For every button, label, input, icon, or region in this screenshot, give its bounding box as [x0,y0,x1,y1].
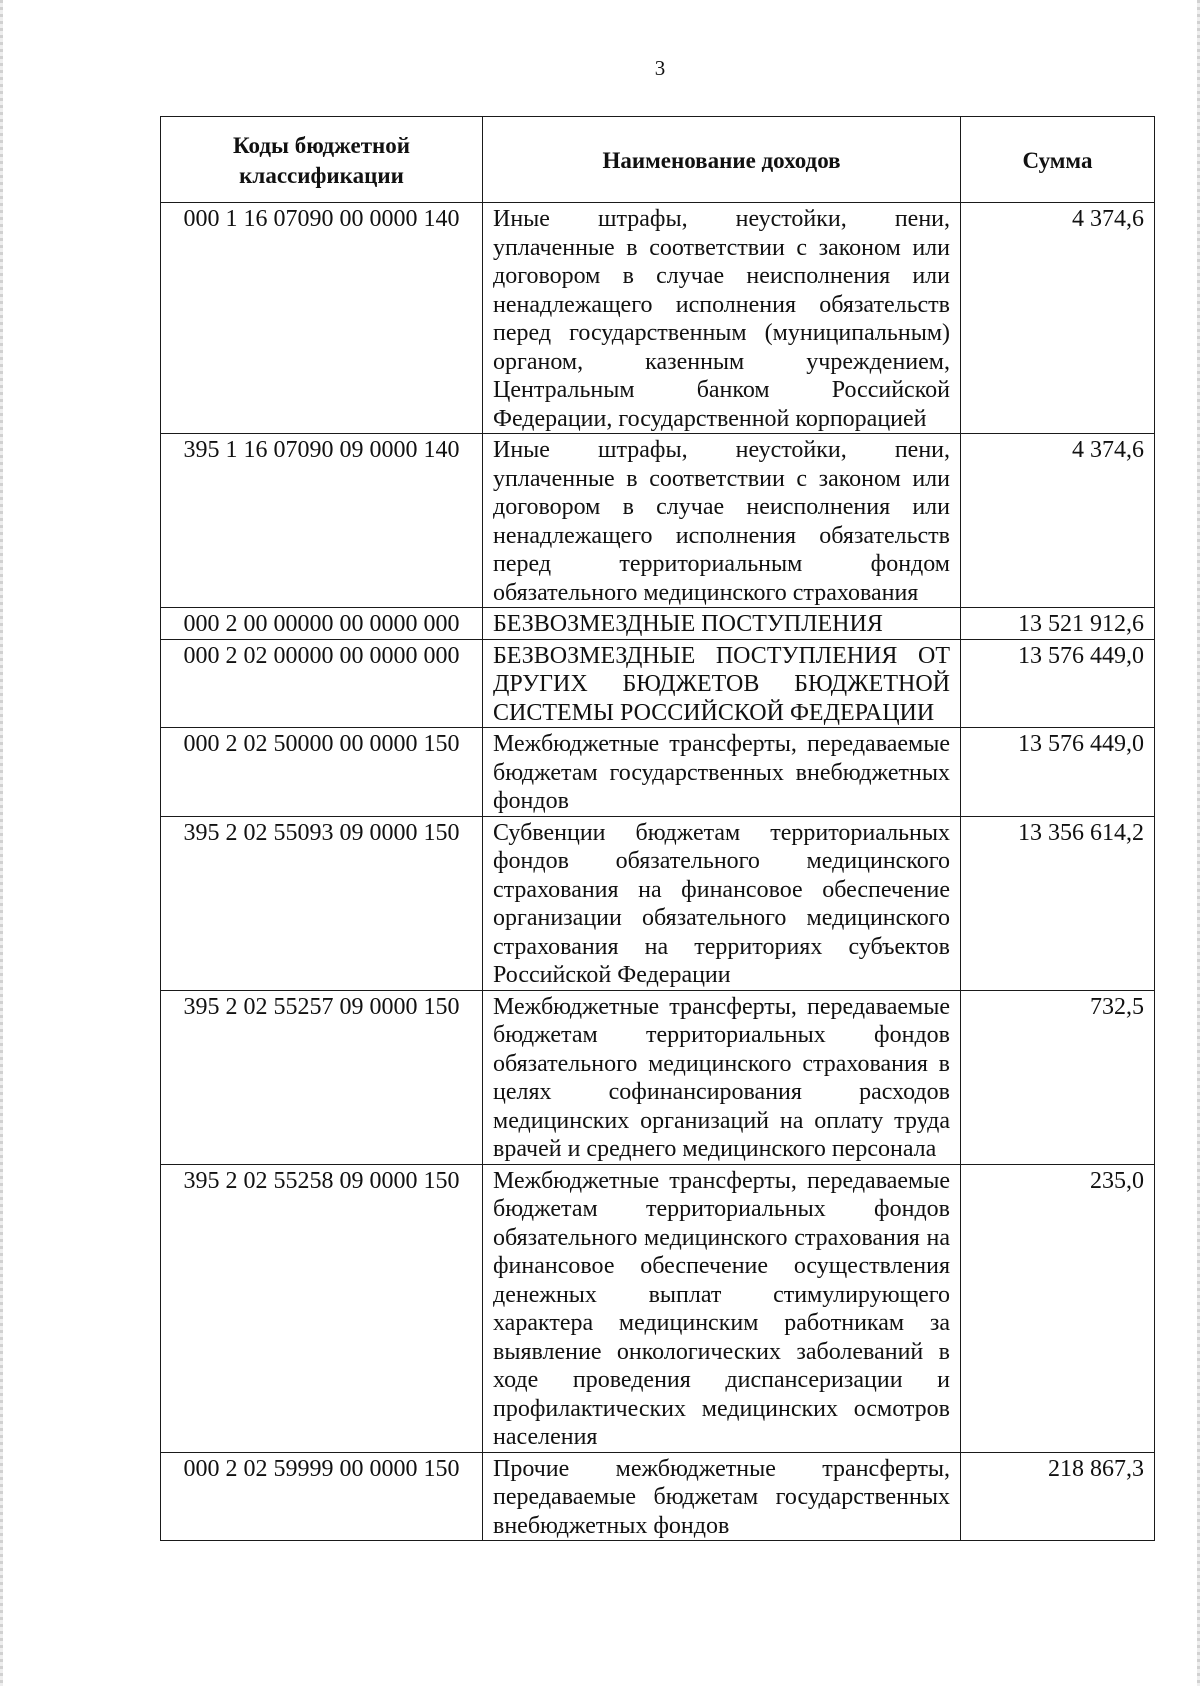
table-row [161,434,1155,608]
revenue-sum: 13 576 449,0 [961,639,1155,728]
budget-code: 395 2 02 55093 09 0000 150 [161,816,483,990]
header-code: Коды бюджетной классификации [161,117,483,203]
revenue-sum: 235,0 [961,1164,1155,1452]
revenue-table [160,116,1155,1541]
budget-code: 395 1 16 07090 09 0000 140 [161,434,483,608]
revenue-name: Межбюджетные трансферты, передаваемые бюджетам территориальных фондов обязательного медицинского страхования в целях софинансирования расходов медицинских организаций на оплату труда врачей и среднего медицинского персонала [483,990,961,1164]
table-header-row [161,117,1155,203]
revenue-sum: 13 356 614,2 [961,816,1155,990]
page-number: 3 [654,56,666,80]
table-row [161,1164,1155,1452]
revenue-name: Прочие межбюджетные трансферты, передаваемые бюджетам государственных внебюджетных фондов [483,1452,961,1541]
revenue-name: Иные штрафы, неустойки, пени, уплаченные в соответствии с законом или договором в случае неисполнения или ненадлежащего исполнения обязательств перед государственным (муниципальным) органом, казенным учреждением, Центральным банком Российской Федерации, государственной корпорацией [483,203,961,434]
revenue-name: Межбюджетные трансферты, передаваемые бюджетам государственных внебюджетных фондов [483,728,961,817]
revenue-sum: 13 576 449,0 [961,728,1155,817]
revenue-sum: 218 867,3 [961,1452,1155,1541]
revenue-name: Субвенции бюджетам территориальных фондов обязательного медицинского страхования на финансовое обеспечение организации обязательного медицинского страхования на территориях субъектов Российской Федерации [483,816,961,990]
budget-code: 395 2 02 55257 09 0000 150 [161,990,483,1164]
table-row [161,608,1155,640]
table-row [161,1452,1155,1541]
revenue-name: Иные штрафы, неустойки, пени, уплаченные в соответствии с законом или договором в случае неисполнения или ненадлежащего исполнения обязательств перед территориальным фондом обязательного медицинского страхования [483,434,961,608]
budget-code: 000 2 02 50000 00 0000 150 [161,728,483,817]
budget-code: 000 1 16 07090 00 0000 140 [161,203,483,434]
scan-edge-left [0,0,3,1686]
revenue-name: БЕЗВОЗМЕЗДНЫЕ ПОСТУПЛЕНИЯ ОТ ДРУГИХ БЮДЖЕТОВ БЮДЖЕТНОЙ СИСТЕМЫ РОССИЙСКОЙ ФЕДЕРАЦИИ [483,639,961,728]
revenue-name: Межбюджетные трансферты, передаваемые бюджетам территориальных фондов обязательного медицинского страхования на финансовое обеспечение осуществления денежных выплат стимулирующего характера медицинским работникам за выявление онкологических заболеваний в ходе проведения диспансеризации и профилактических медицинских осмотров населения [483,1164,961,1452]
revenue-sum: 4 374,6 [961,434,1155,608]
revenue-name: БЕЗВОЗМЕЗДНЫЕ ПОСТУПЛЕНИЯ [483,608,961,640]
table-row [161,203,1155,434]
header-sum: Сумма [961,117,1155,203]
revenue-sum: 732,5 [961,990,1155,1164]
revenue-sum: 4 374,6 [961,203,1155,434]
table-row [161,816,1155,990]
table-row [161,728,1155,817]
budget-code: 395 2 02 55258 09 0000 150 [161,1164,483,1452]
table-row [161,639,1155,728]
budget-code: 000 2 02 00000 00 0000 000 [161,639,483,728]
table-row [161,990,1155,1164]
header-name: Наименование доходов [483,117,961,203]
revenue-sum: 13 521 912,6 [961,608,1155,640]
budget-code: 000 2 02 59999 00 0000 150 [161,1452,483,1541]
budget-code: 000 2 00 00000 00 0000 000 [161,608,483,640]
